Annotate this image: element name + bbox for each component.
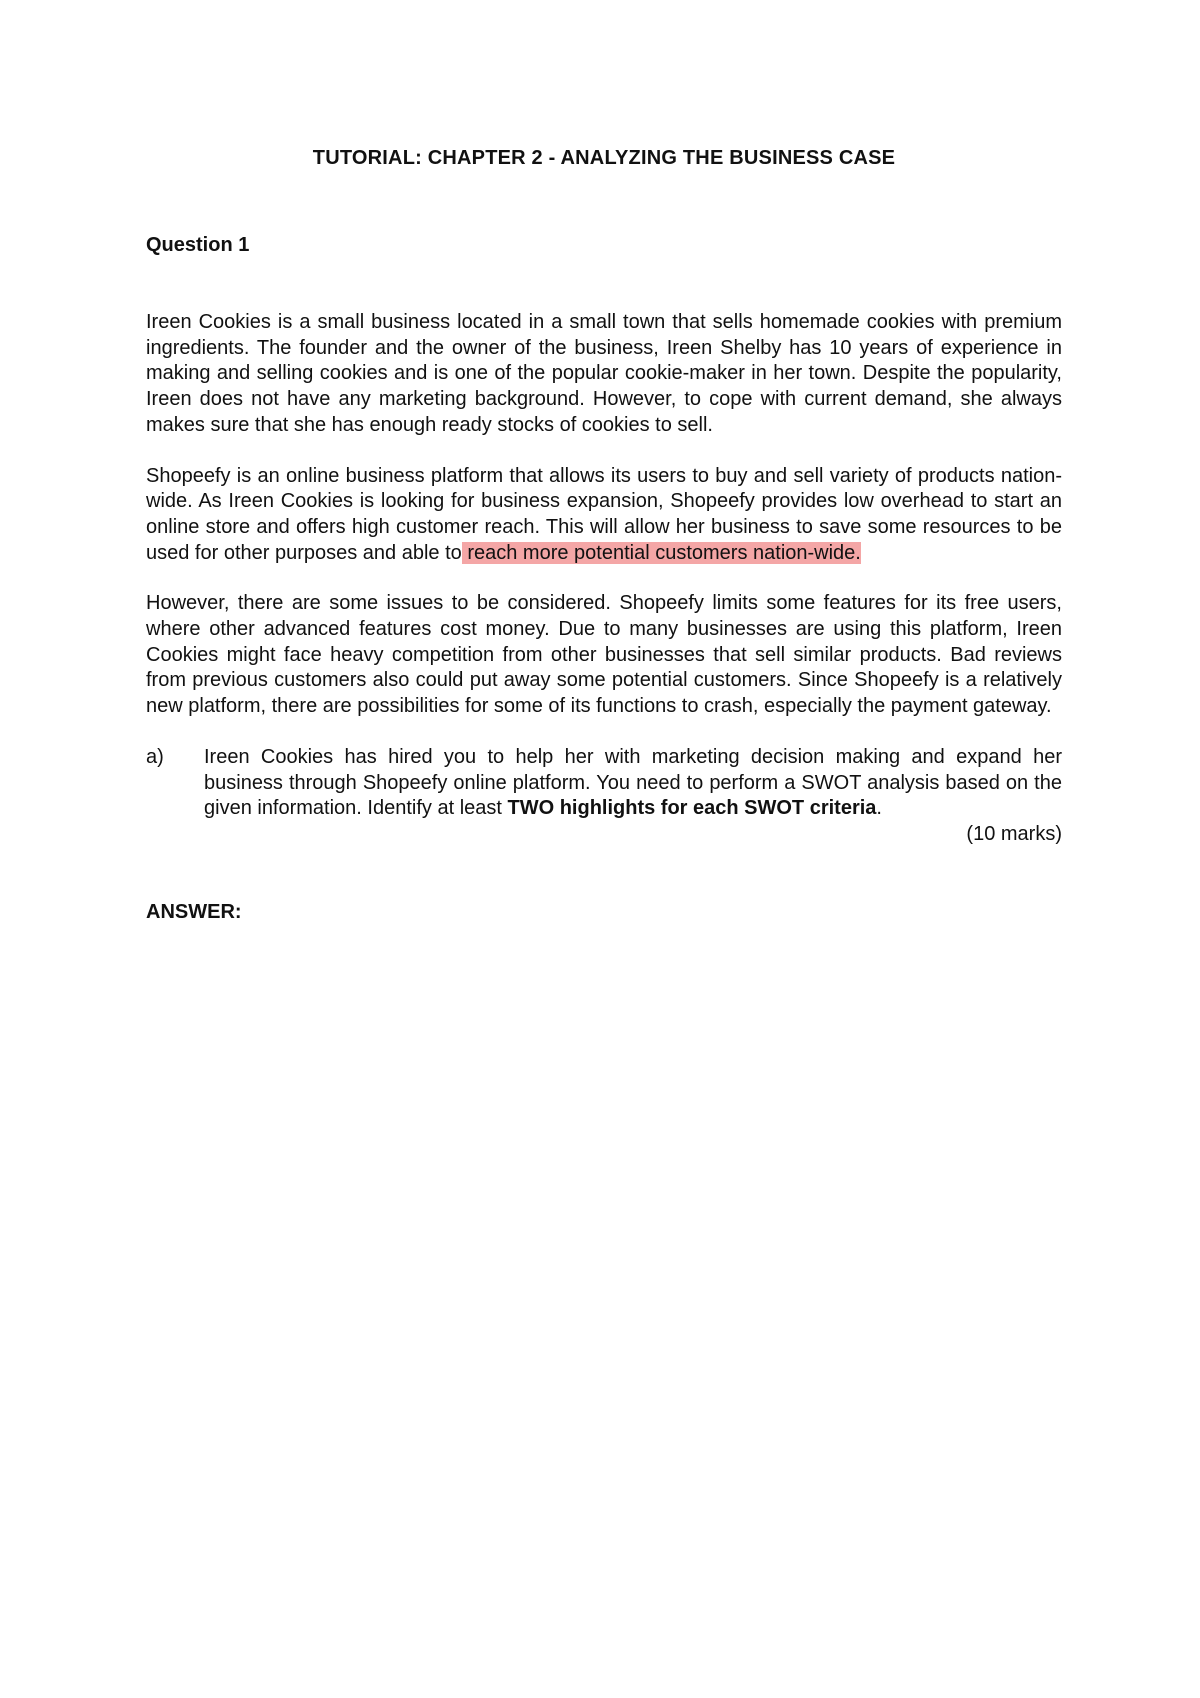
document-content <box>146 146 1062 924</box>
question-item-text: Ireen Cookies has hired you to help her with marketing decision making and expand her business through Shopeefy online platform. You need to perform a SWOT analysis based on the given information. Identify at least <box>204 745 1062 820</box>
marks-label: (10 marks) <box>966 822 1062 845</box>
highlighted-text: reach more potential customers nation-wide. <box>461 541 861 564</box>
paragraph-issues: However, there are some issues to be considered. Shopeefy limits some features for its free users, where other advanced features cost money. Due to many businesses are using this platform, Ireen Cookies might face heavy competition from other businesses that sell similar products. Bad reviews from previous customers also could put away some potential customers. Since Shopeefy is a relatively new platform, there are possibilities for some of its functions to crash, especially the payment gateway. <box>146 592 1062 718</box>
paragraph-shopeefy-text: Shopeefy is an online business platform that allows its users to buy and sell variety of products nation-wide. As Ireen Cookies is looking for business expansion, Shopeefy provides low overhead to start an online store and offers high customer reach. This will allow her business to save some resources to be used for other purposes and able to <box>146 464 1062 564</box>
answer-heading: ANSWER: <box>146 900 242 923</box>
paragraph-intro: Ireen Cookies is a small business located in a small town that sells homemade cookies with premium ingredients. The founder and the owner of the business, Ireen Shelby has 10 years of experience in making and selling cookies and is one of the popular cookie-maker in her town. Despite the popularity, Ireen does not have any marketing background. However, to cope with current demand, she always makes sure that she has enough ready stocks of cookies to sell. <box>146 311 1062 436</box>
document-title: TUTORIAL: CHAPTER 2 - ANALYZING THE BUSINESS CASE <box>312 147 896 169</box>
question-item-text-end: . <box>876 797 882 820</box>
question-item-label: a) <box>146 745 164 768</box>
question-item-a <box>146 745 1062 822</box>
paragraph-shopeefy <box>146 464 1062 567</box>
question-item-body <box>204 745 1062 822</box>
question-heading: Question 1 <box>146 234 250 256</box>
question-item-bold-text: TWO highlights for each SWOT criteria <box>507 797 877 820</box>
